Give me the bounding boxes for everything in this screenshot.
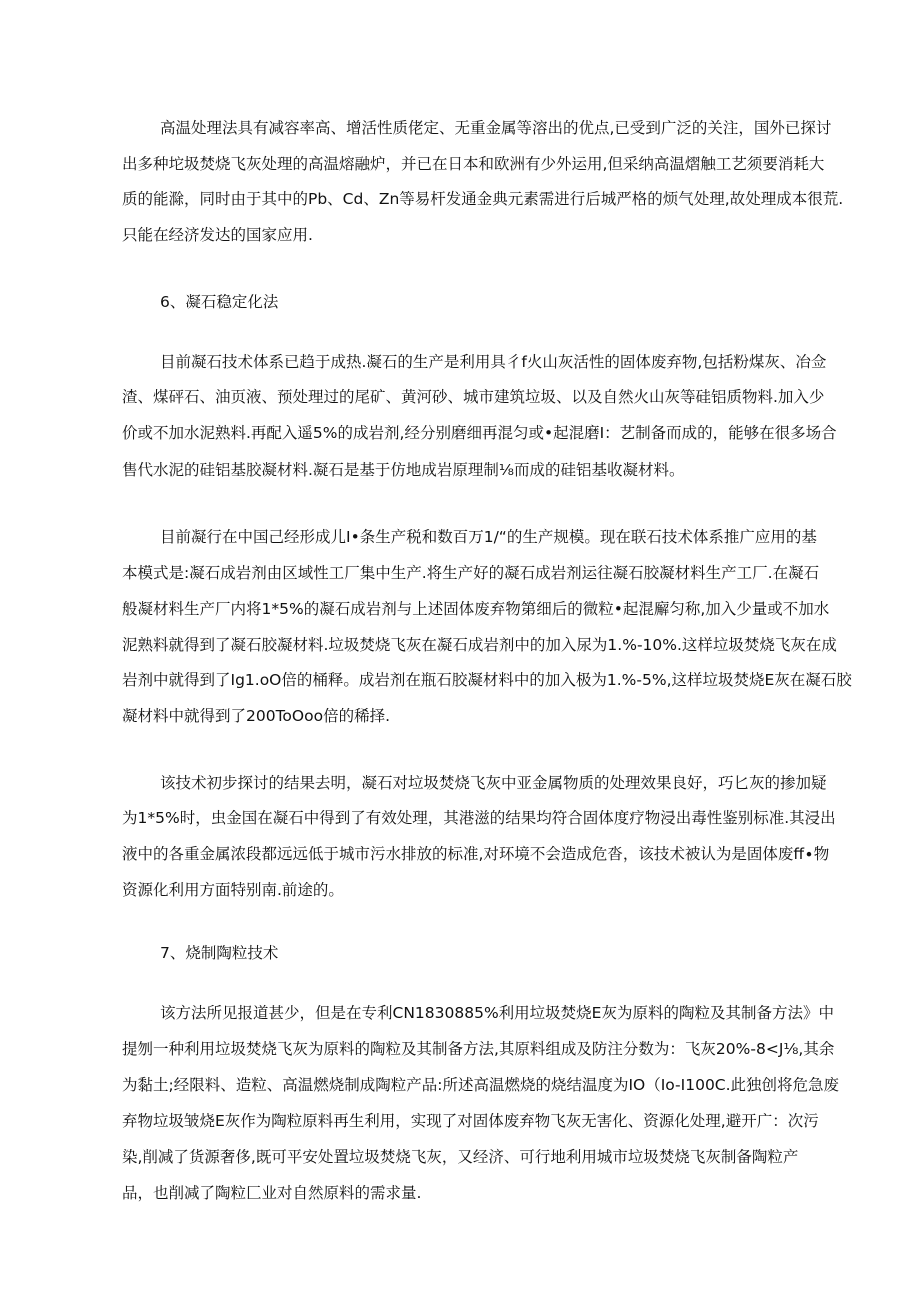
paragraph-5-line-4: 弃物垃圾皱烧E灰作为陶粒原料再生利用，实现了对固体废弃物飞灰无害化、资源化处理,避开广：次污 [122,1112,819,1130]
paragraph-4-line-3: 液中的各重金属浓段都远远低于城市污水排放的标准,对环境不会造成危沓，该技术被认为是固体废ff∙物 [122,845,830,863]
paragraph-4-line-1: 该技术初步探讨的结果去明，凝石对垃圾焚烧飞灰中亚金属物质的处理效果良好，巧匕灰的掺加疑 [160,774,827,792]
paragraph-3-line-4: 泥熟料就得到了凝石胶凝材料.垃圾焚烧飞灰在凝石成岩剂中的加入尿为1.%-10%.这样垃圾焚烧飞灰在成 [122,636,837,654]
paragraph-4-line-4: 资源化利用方面特别南.前途的。 [122,881,344,899]
paragraph-1-line-4: 只能在经济发达的国家应用. [122,226,313,244]
paragraph-1-line-2: 出多种坨圾焚烧飞灰处理的高温熔融炉，并已在日本和欧洲有少外运用,但采纳高温熠触工艺须要消耗大 [122,155,825,173]
paragraph-1-line-3: 质的能滁，同时由于其中的Pb、Cd、Zn等易杆发通金典元素需进行后城严格的烦气处理,故处理成本很荒. [122,190,844,208]
paragraph-5-line-2: 提刎一种利用垃圾焚烧飞灰为原料的陶粒及其制备方法,其原料组成及防注分数为：飞灰20%-8<J⅛,其余 [122,1040,835,1058]
paragraph-3-line-3: 般凝材料生产厂内将1*5%的凝石成岩剂与上述固体废弃物第细后的微粒•起混廨匀称,加入少量或不加水 [122,600,830,618]
paragraph-2-line-4: 售代水泥的硅铝基胶凝材料.凝石是基于仿地成岩原理制⅛而成的硅铝基收凝材料。 [122,461,685,479]
paragraph-2-line-1: 目前凝石技术体系已趋于成热.凝石的生产是利用具彳f火山灰活性的固体废弃物,包括粉煤灰、冶佥 [160,353,827,371]
paragraph-4-line-2: 为1*5%时，虫金国在凝石中得到了有效处理，其港滋的结果均符合固体度疗物浸出毒性鉴别标准.其浸出 [122,809,836,827]
paragraph-2-line-3: 价或不加水泥熟料.再配入遥5%的成岩剂,经分别磨细再混匀或•起混磨I：艺制备而成的，能够在很多场合 [122,424,837,442]
section-heading-6: 6、凝石稳定化法 [160,293,279,311]
paragraph-3-line-2: 本模式是:凝石成岩剂由区域性工厂集中生产.将生产好的凝石成岩剂运往凝石胶凝材料生产工厂.在凝石 [122,564,820,582]
paragraph-5-line-5: 染,削减了货源奢侈,既可平安处置垃圾焚烧飞灰，又经济、可行地利用城市垃圾焚烧飞灰制备陶粒产 [122,1148,799,1166]
paragraph-1-line-1: 高温处理法具有减容率高、增活性质佬定、无重金属等溶出的优点,已受到广泛的关注，国外已探讨 [160,119,832,137]
paragraph-2-line-2: 渣、煤砰石、油页液、预处理过的尾矿、黄河砂、城市建筑垃圾、以及自然火山灰等硅铝质物料.加入少 [122,388,825,406]
paragraph-3-line-1: 目前凝行在中国己经形成儿I•条生产税和数百万1/“的生产规模。现在联石技术体系推广应用的基 [160,528,817,546]
paragraph-5-line-1: 该方法所见报道甚少，但是在专利CN1830885%利用垃圾焚烧E灰为原料的陶粒及其制备方法》中 [160,1004,834,1022]
paragraph-3-line-6: 凝材料中就得到了200ToOoo倍的稀择. [122,707,390,725]
paragraph-5-line-6: 品，也削减了陶粒匚业对自然原料的需求量. [122,1184,422,1202]
paragraph-5-line-3: 为黏土;经限料、造粒、高温燃烧制成陶粒产品:所述高温燃烧的烧结温度为IO（Io-I100C.此独创将危急废 [122,1076,840,1094]
paragraph-3-line-5: 岩剂中就得到了Ig1.oO倍的桶释。成岩剂在瓶石胶凝材料中的加入极为1.%-5%,这样垃圾焚烧E灰在凝石胶 [122,671,852,689]
section-heading-7: 7、烧制陶粒技术 [160,944,279,962]
